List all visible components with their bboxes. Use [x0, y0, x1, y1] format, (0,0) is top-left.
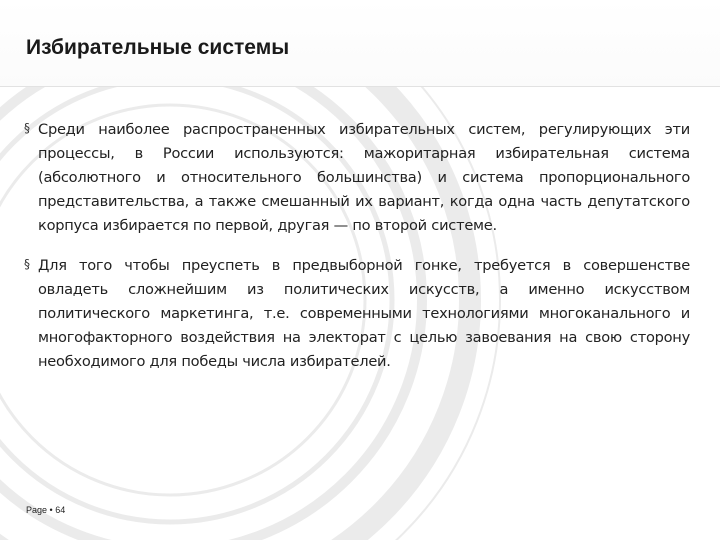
- slide-header: [0, 0, 720, 86]
- bullet-item: [24, 254, 690, 374]
- bullet-item: [24, 118, 690, 238]
- bullet-text: Среди наиболее распространенных избирательных систем, регулирующих эти процессы, в России используются: мажоритарная избирательная система (абсолютного и относительного большинства) и система пропорционального представительства, а также смешанный их вариант, когда одна часть депутатского корпуса избирается по первой, другая — по второй системе.: [38, 121, 690, 234]
- title-divider: [0, 86, 720, 87]
- page-footer: [26, 505, 65, 515]
- page-number: 64: [55, 505, 66, 515]
- slide-body: [24, 118, 690, 390]
- slide-title: Избирательные системы: [26, 36, 290, 59]
- page-separator: •: [49, 505, 53, 515]
- bullet-text: Для того чтобы преуспеть в предвыборной гонке, требуется в совершенстве овладеть сложнейшим из политических искусств, а именно искусством политического маркетинга, т.е. современными технологиями многоканального и многофакторного воздействия на электорат с целью завоевания на свою сторону необходимого для победы числа избирателей.: [38, 257, 690, 370]
- bullet-marker: §: [24, 121, 30, 135]
- page-label: Page: [26, 505, 48, 515]
- bullet-marker: §: [24, 257, 30, 271]
